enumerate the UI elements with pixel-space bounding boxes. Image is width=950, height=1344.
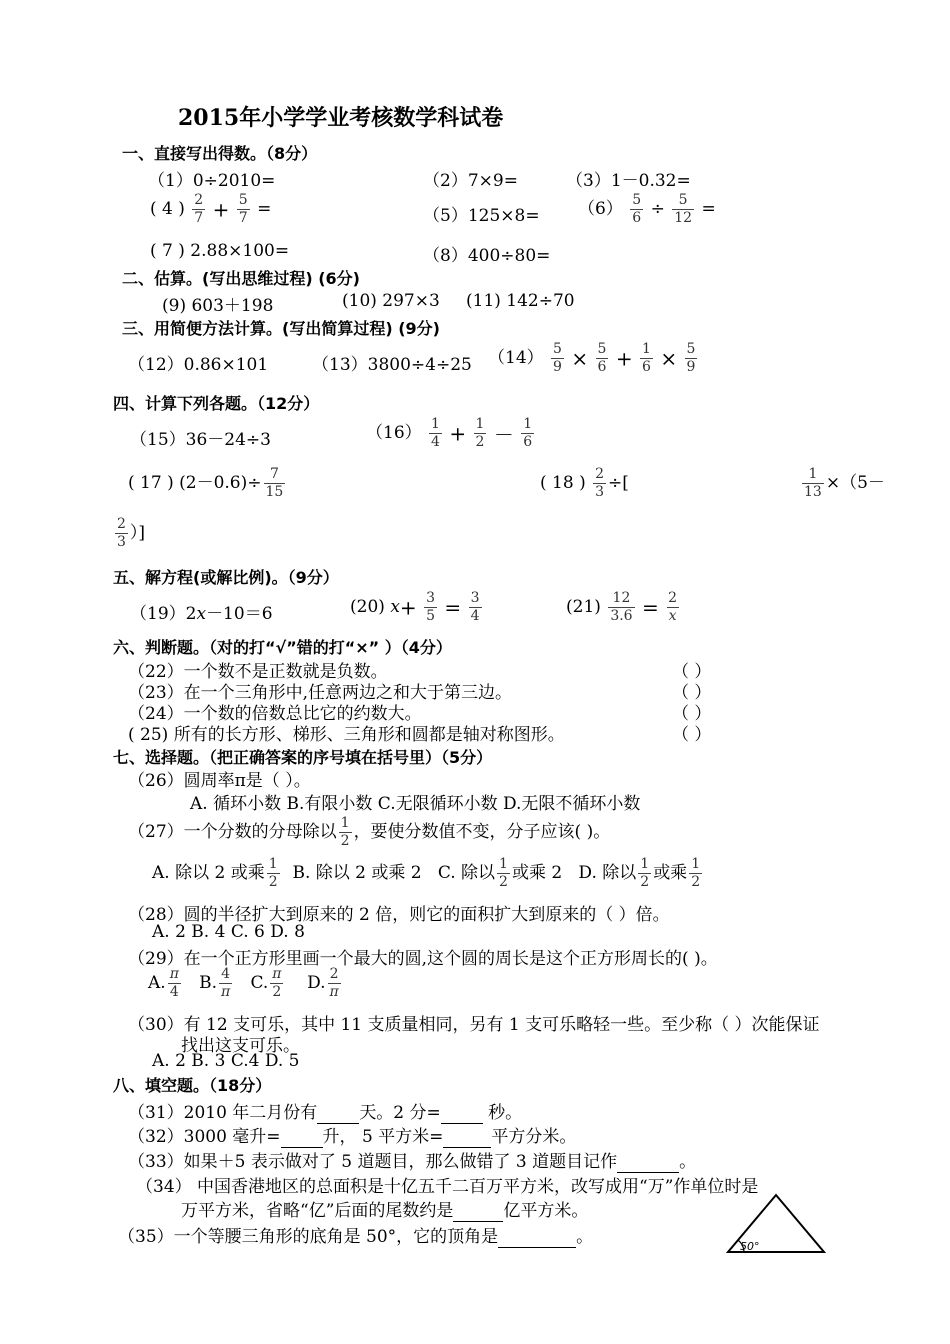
answer-bracket-24[interactable]: （ ） — [672, 704, 712, 724]
question-2: （2）7×9= — [423, 171, 518, 191]
question-4: ( 4 ) $\frac{2}{7}$ + $\frac{5}{7}$ = — [150, 192, 272, 226]
question-30: （30）有 12 支可乐，其中 11 支质量相同，另有 1 支可乐略轻一些。至少称（ ）次能保证 — [128, 1015, 820, 1035]
question-14: （14） $\frac{5}{9}$ × $\frac{5}{6}$ + $\frac{1}{6}$ × $\frac{5}{9}$ — [488, 341, 696, 375]
question-27: （27）一个分数的分母除以 $\frac{1}{2}$ ，要使分数值不变，分子应该( )。 — [128, 815, 611, 849]
question-27-options: A. 除以 2 或乘 $\frac{1}{2}$ B. 除以 2 或乘 2 C. 除以 $\frac{1}{2}$ 或乘 2 D. 除以 $\frac{1}{2}$ 或乘 $\frac{1}{2}$ — [152, 856, 701, 890]
section-3-heading: 三、用简便方法计算。(写出简算过程) (9分) — [122, 319, 440, 338]
judge-item-23: （23）在一个三角形中,任意两边之和大于第三边。 — [128, 683, 513, 703]
question-20: (20) x+ $\frac{3}{5}$ = $\frac{3}{4}$ — [350, 590, 480, 624]
section-6-heading: 六、判断题。（对的打“√”错的打“×” ）（4分） — [113, 638, 452, 657]
section-8-heading: 八、填空题。（18分） — [113, 1076, 272, 1095]
question-8: （8）400÷80= — [423, 246, 551, 266]
section-4-heading: 四、计算下列各题。（12分） — [113, 394, 320, 413]
question-26: （26）圆周率π是（ ）。 — [128, 771, 311, 791]
question-10: (10) 297×3 — [342, 291, 440, 311]
question-11: (11) 142÷70 — [466, 291, 575, 311]
question-28-options: A. 2 B. 4 C. 6 D. 8 — [152, 922, 305, 942]
answer-blank[interactable] — [498, 1227, 576, 1248]
section-7-heading: 七、选择题。（把正确答案的序号填在括号里）（5分） — [113, 748, 493, 767]
question-7: ( 7 ) 2.88×100= — [150, 241, 290, 261]
page-title: 2015年小学学业考核数学科试卷 — [178, 105, 504, 131]
question-18-cont: $\frac{1}{13}$ ×（5－ — [804, 466, 885, 500]
judge-item-25: ( 25) 所有的长方形、梯形、三角形和圆都是轴对称图形。 — [128, 725, 565, 745]
answer-blank[interactable] — [441, 1103, 483, 1124]
question-30-cont: 找出这支可乐。 — [181, 1036, 300, 1056]
question-29: （29）在一个正方形里画一个最大的圆,这个圆的周长是这个正方形周长的( )。 — [128, 949, 718, 969]
question-29-options: A. $\frac{\pi}{4}$ B. $\frac{4}{\pi}$ C. $\frac{\pi}{2}$ D. $\frac{2}{\pi}$ — [148, 966, 339, 1000]
answer-blank[interactable] — [617, 1152, 679, 1173]
question-30-options: A. 2 B. 3 C.4 D. 5 — [152, 1051, 300, 1071]
question-12: （12）0.86×101 — [128, 355, 269, 375]
answer-blank[interactable] — [281, 1127, 323, 1148]
question-17: ( 17 ) (2－0.6)÷ $\frac{7}{15}$ — [128, 466, 284, 500]
judge-item-22: （22）一个数不是正数就是负数。 — [128, 662, 388, 682]
question-18: ( 18 ) $\frac{2}{3}$ ÷[ — [540, 466, 629, 500]
question-5: （5）125×8= — [423, 206, 540, 226]
question-16: （16） $\frac{1}{4}$ + $\frac{1}{2}$ － $\frac{1}{6}$ — [366, 416, 533, 450]
section-2-heading: 二、估算。(写出思维过程) (6分) — [122, 269, 360, 288]
answer-blank[interactable] — [317, 1103, 359, 1124]
question-26-options: A. 循环小数 B.有限小数 C.无限循环小数 D.无限不循环小数 — [190, 794, 641, 814]
question-19: （19）2x－10＝6 — [130, 604, 273, 624]
question-33: （33）如果＋5 表示做对了 5 道题目，那么做错了 3 道题目记作 。 — [128, 1152, 697, 1172]
angle-label: 50° — [740, 1240, 760, 1253]
answer-bracket-23[interactable]: （ ） — [672, 683, 712, 703]
question-31: （31）2010 年二月份有 天。2 分= 秒。 — [128, 1103, 523, 1123]
question-34-cont: 万平方米，省略“亿”后面的尾数约是 亿平方米。 — [181, 1201, 589, 1221]
answer-bracket-25[interactable]: （ ） — [672, 725, 712, 745]
question-28: （28）圆的半径扩大到原来的 2 倍，则它的面积扩大到原来的（ ）倍。 — [128, 905, 670, 925]
question-1: （1）0÷2010= — [148, 171, 276, 191]
question-21: (21) $\frac{12}{3.6}$ = $\frac{2}{x}$ — [566, 590, 678, 624]
question-18-end: $\frac{2}{3}$ ）] — [117, 516, 146, 550]
answer-bracket-22[interactable]: （ ） — [672, 662, 712, 682]
question-32: （32）3000 毫升= 升， 5 平方米= 平方分米。 — [128, 1127, 577, 1147]
question-15: （15）36－24÷3 — [130, 430, 271, 450]
question-35: （35）一个等腰三角形的底角是 50°，它的顶角是 。 — [118, 1227, 594, 1247]
question-13: （13）3800÷4÷25 — [312, 355, 472, 375]
isosceles-triangle-figure — [720, 1190, 830, 1260]
section-5-heading: 五、解方程(或解比例)。（9分） — [113, 568, 339, 587]
question-9: (9) 603＋198 — [162, 296, 274, 316]
answer-blank[interactable] — [443, 1127, 491, 1148]
section-1-heading: 一、直接写出得数。（8分） — [122, 144, 318, 163]
question-3: （3）1－0.32= — [566, 171, 691, 191]
question-6: （6） $\frac{5}{6}$ ÷ $\frac{5}{12}$ = — [578, 192, 716, 226]
question-34: （34） 中国香港地区的总面积是十亿五千二百万平方米，改写成用“万”作单位时是 — [136, 1177, 759, 1197]
judge-item-24: （24）一个数的倍数总比它的约数大。 — [128, 704, 422, 724]
answer-blank[interactable] — [453, 1201, 503, 1222]
